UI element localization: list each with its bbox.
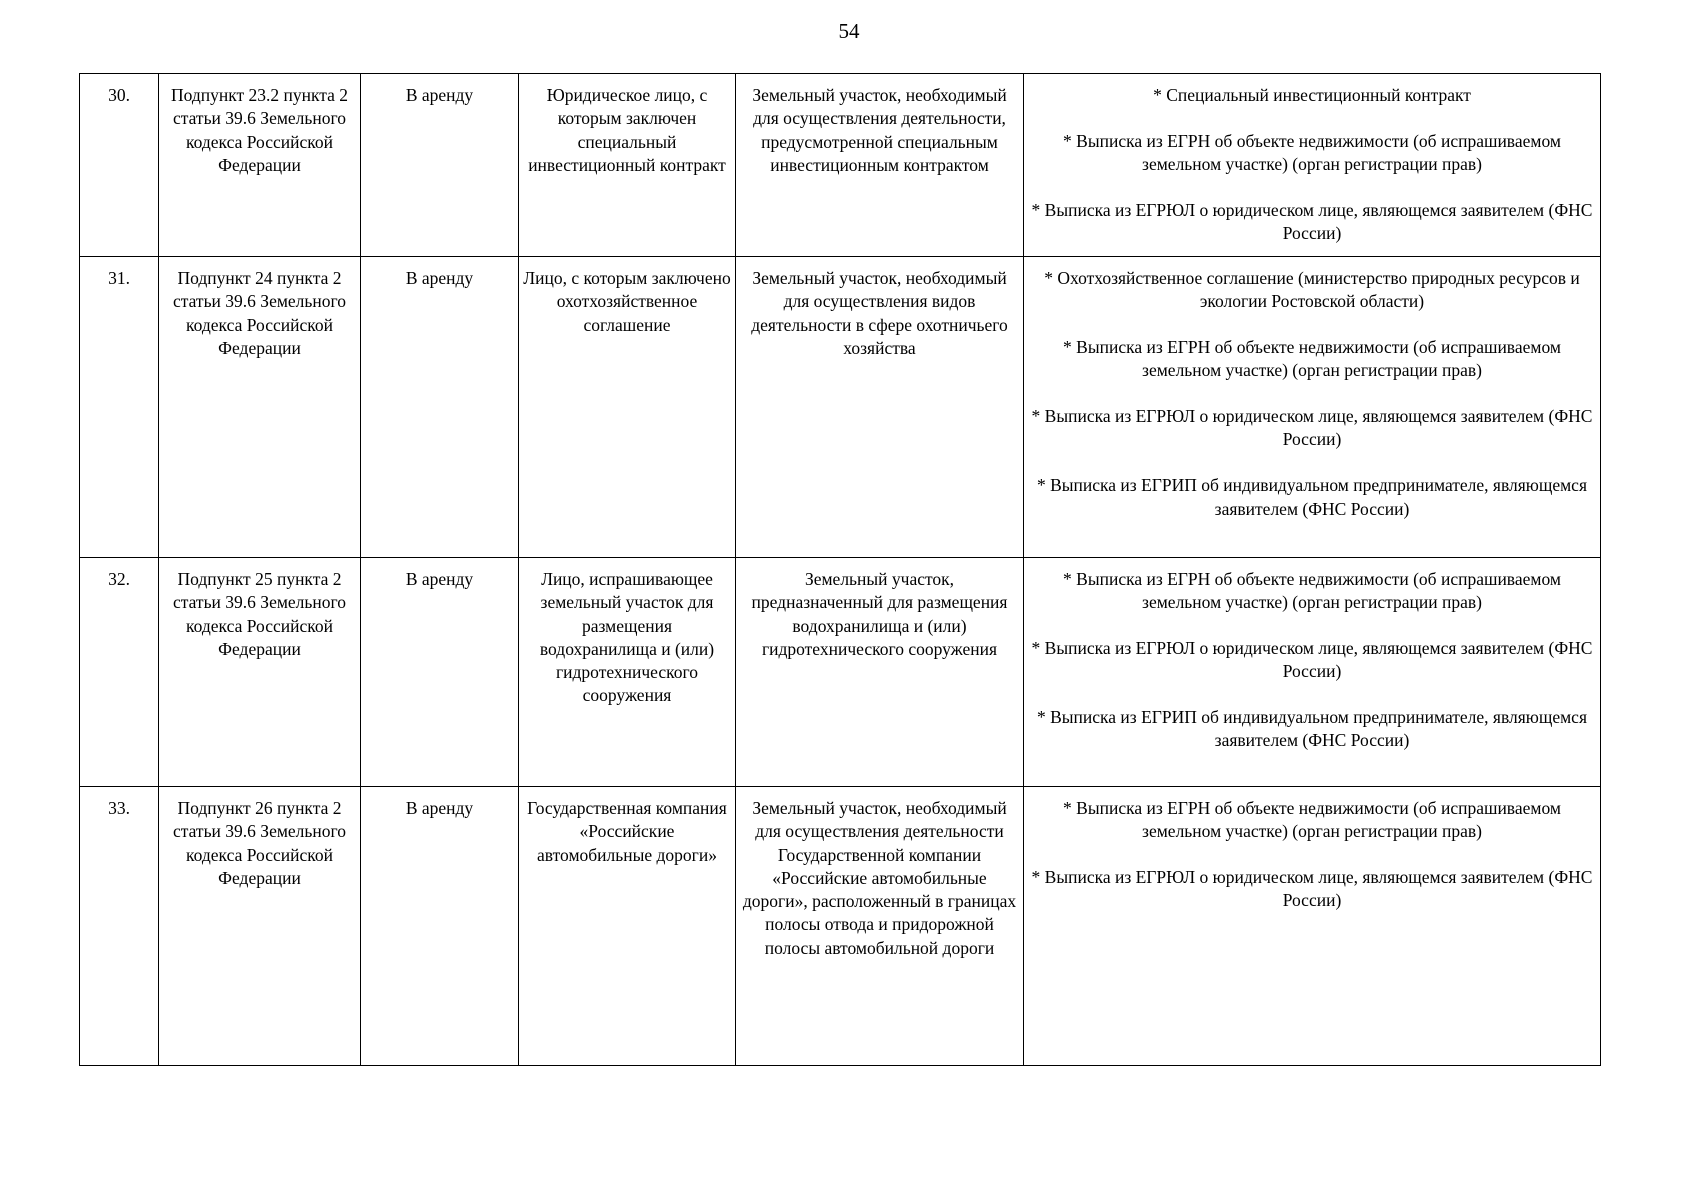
documents-cell — [1024, 74, 1601, 257]
row-number-cell: 33. — [80, 787, 159, 1066]
document-item: * Выписка из ЕГРИП об индивидуальном предпринимателе, являющемся заявителем (ФНС России) — [1037, 475, 1587, 519]
document-item: * Выписка из ЕГРЮЛ о юридическом лице, являющемся заявителем (ФНС России) — [1031, 867, 1593, 911]
table-row — [80, 787, 1601, 1066]
document-item: * Выписка из ЕГРЮЛ о юридическом лице, являющемся заявителем (ФНС России) — [1031, 638, 1593, 682]
document-item: * Специальный инвестиционный контракт — [1153, 85, 1471, 105]
document-item: * Выписка из ЕГРН об объекте недвижимости (об испрашиваемом земельном участке) (орган регистрации прав) — [1063, 337, 1561, 381]
legal-reference-cell: Подпункт 24 пункта 2 статьи 39.6 Земельного кодекса Российской Федерации — [159, 257, 361, 558]
table-row — [80, 257, 1601, 558]
row-number-cell: 31. — [80, 257, 159, 558]
document-item: * Выписка из ЕГРИП об индивидуальном предпринимателе, являющемся заявителем (ФНС России) — [1037, 707, 1587, 751]
page-number: 54 — [838, 19, 860, 43]
applicant-cell: Лицо, с которым заключено охотхозяйственное соглашение — [519, 257, 736, 558]
document-item: * Выписка из ЕГРЮЛ о юридическом лице, являющемся заявителем (ФНС России) — [1031, 199, 1593, 244]
land-plot-documents-table — [79, 73, 1601, 1066]
applicant-cell: Государственная компания «Российские автомобильные дороги» — [519, 787, 736, 1066]
land-plot-cell: Земельный участок, необходимый для осуществления деятельности Государственной компании «Российские автомобильные дороги», расположенный в границах полосы отвода и придорожной полосы автомобильной дороги — [736, 787, 1024, 1066]
land-plot-cell: Земельный участок, предназначенный для размещения водохранилища и (или) гидротехнического сооружения — [736, 558, 1024, 787]
legal-reference-cell: Подпункт 26 пункта 2 статьи 39.6 Земельного кодекса Российской Федерации — [159, 787, 361, 1066]
table-row — [80, 558, 1601, 787]
row-number-cell: 32. — [80, 558, 159, 787]
document-item: * Выписка из ЕГРН об объекте недвижимости (об испрашиваемом земельном участке) (орган регистрации прав) — [1063, 569, 1561, 613]
document-item: * Выписка из ЕГРН об объекте недвижимости (об испрашиваемом земельном участке) (орган регистрации прав) — [1063, 130, 1561, 175]
basis-type-cell: В аренду — [361, 257, 519, 558]
basis-type-cell: В аренду — [361, 558, 519, 787]
row-number-cell: 30. — [80, 74, 159, 257]
documents-cell — [1024, 257, 1601, 558]
document-item: * Охотхозяйственное соглашение (министерство природных ресурсов и экологии Ростовской области) — [1044, 268, 1580, 312]
land-plot-cell: Земельный участок, необходимый для осуществления видов деятельности в сфере охотничьего хозяйства — [736, 257, 1024, 558]
basis-type-cell: В аренду — [361, 787, 519, 1066]
land-plot-cell: Земельный участок, необходимый для осуществления деятельности, предусмотренной специальным инвестиционным контрактом — [736, 74, 1024, 257]
legal-reference-cell: Подпункт 25 пункта 2 статьи 39.6 Земельного кодекса Российской Федерации — [159, 558, 361, 787]
table-row — [80, 74, 1601, 257]
documents-cell — [1024, 787, 1601, 1066]
basis-type-cell: В аренду — [361, 74, 519, 257]
document-item: * Выписка из ЕГРЮЛ о юридическом лице, являющемся заявителем (ФНС России) — [1031, 406, 1593, 450]
documents-cell — [1024, 558, 1601, 787]
applicant-cell: Юридическое лицо, с которым заключен специальный инвестиционный контракт — [519, 74, 736, 257]
applicant-cell: Лицо, испрашивающее земельный участок для размещения водохранилища и (или) гидротехнического сооружения — [519, 558, 736, 787]
legal-reference-cell: Подпункт 23.2 пункта 2 статьи 39.6 Земельного кодекса Российской Федерации — [159, 74, 361, 257]
document-item: * Выписка из ЕГРН об объекте недвижимости (об испрашиваемом земельном участке) (орган регистрации прав) — [1063, 798, 1561, 842]
